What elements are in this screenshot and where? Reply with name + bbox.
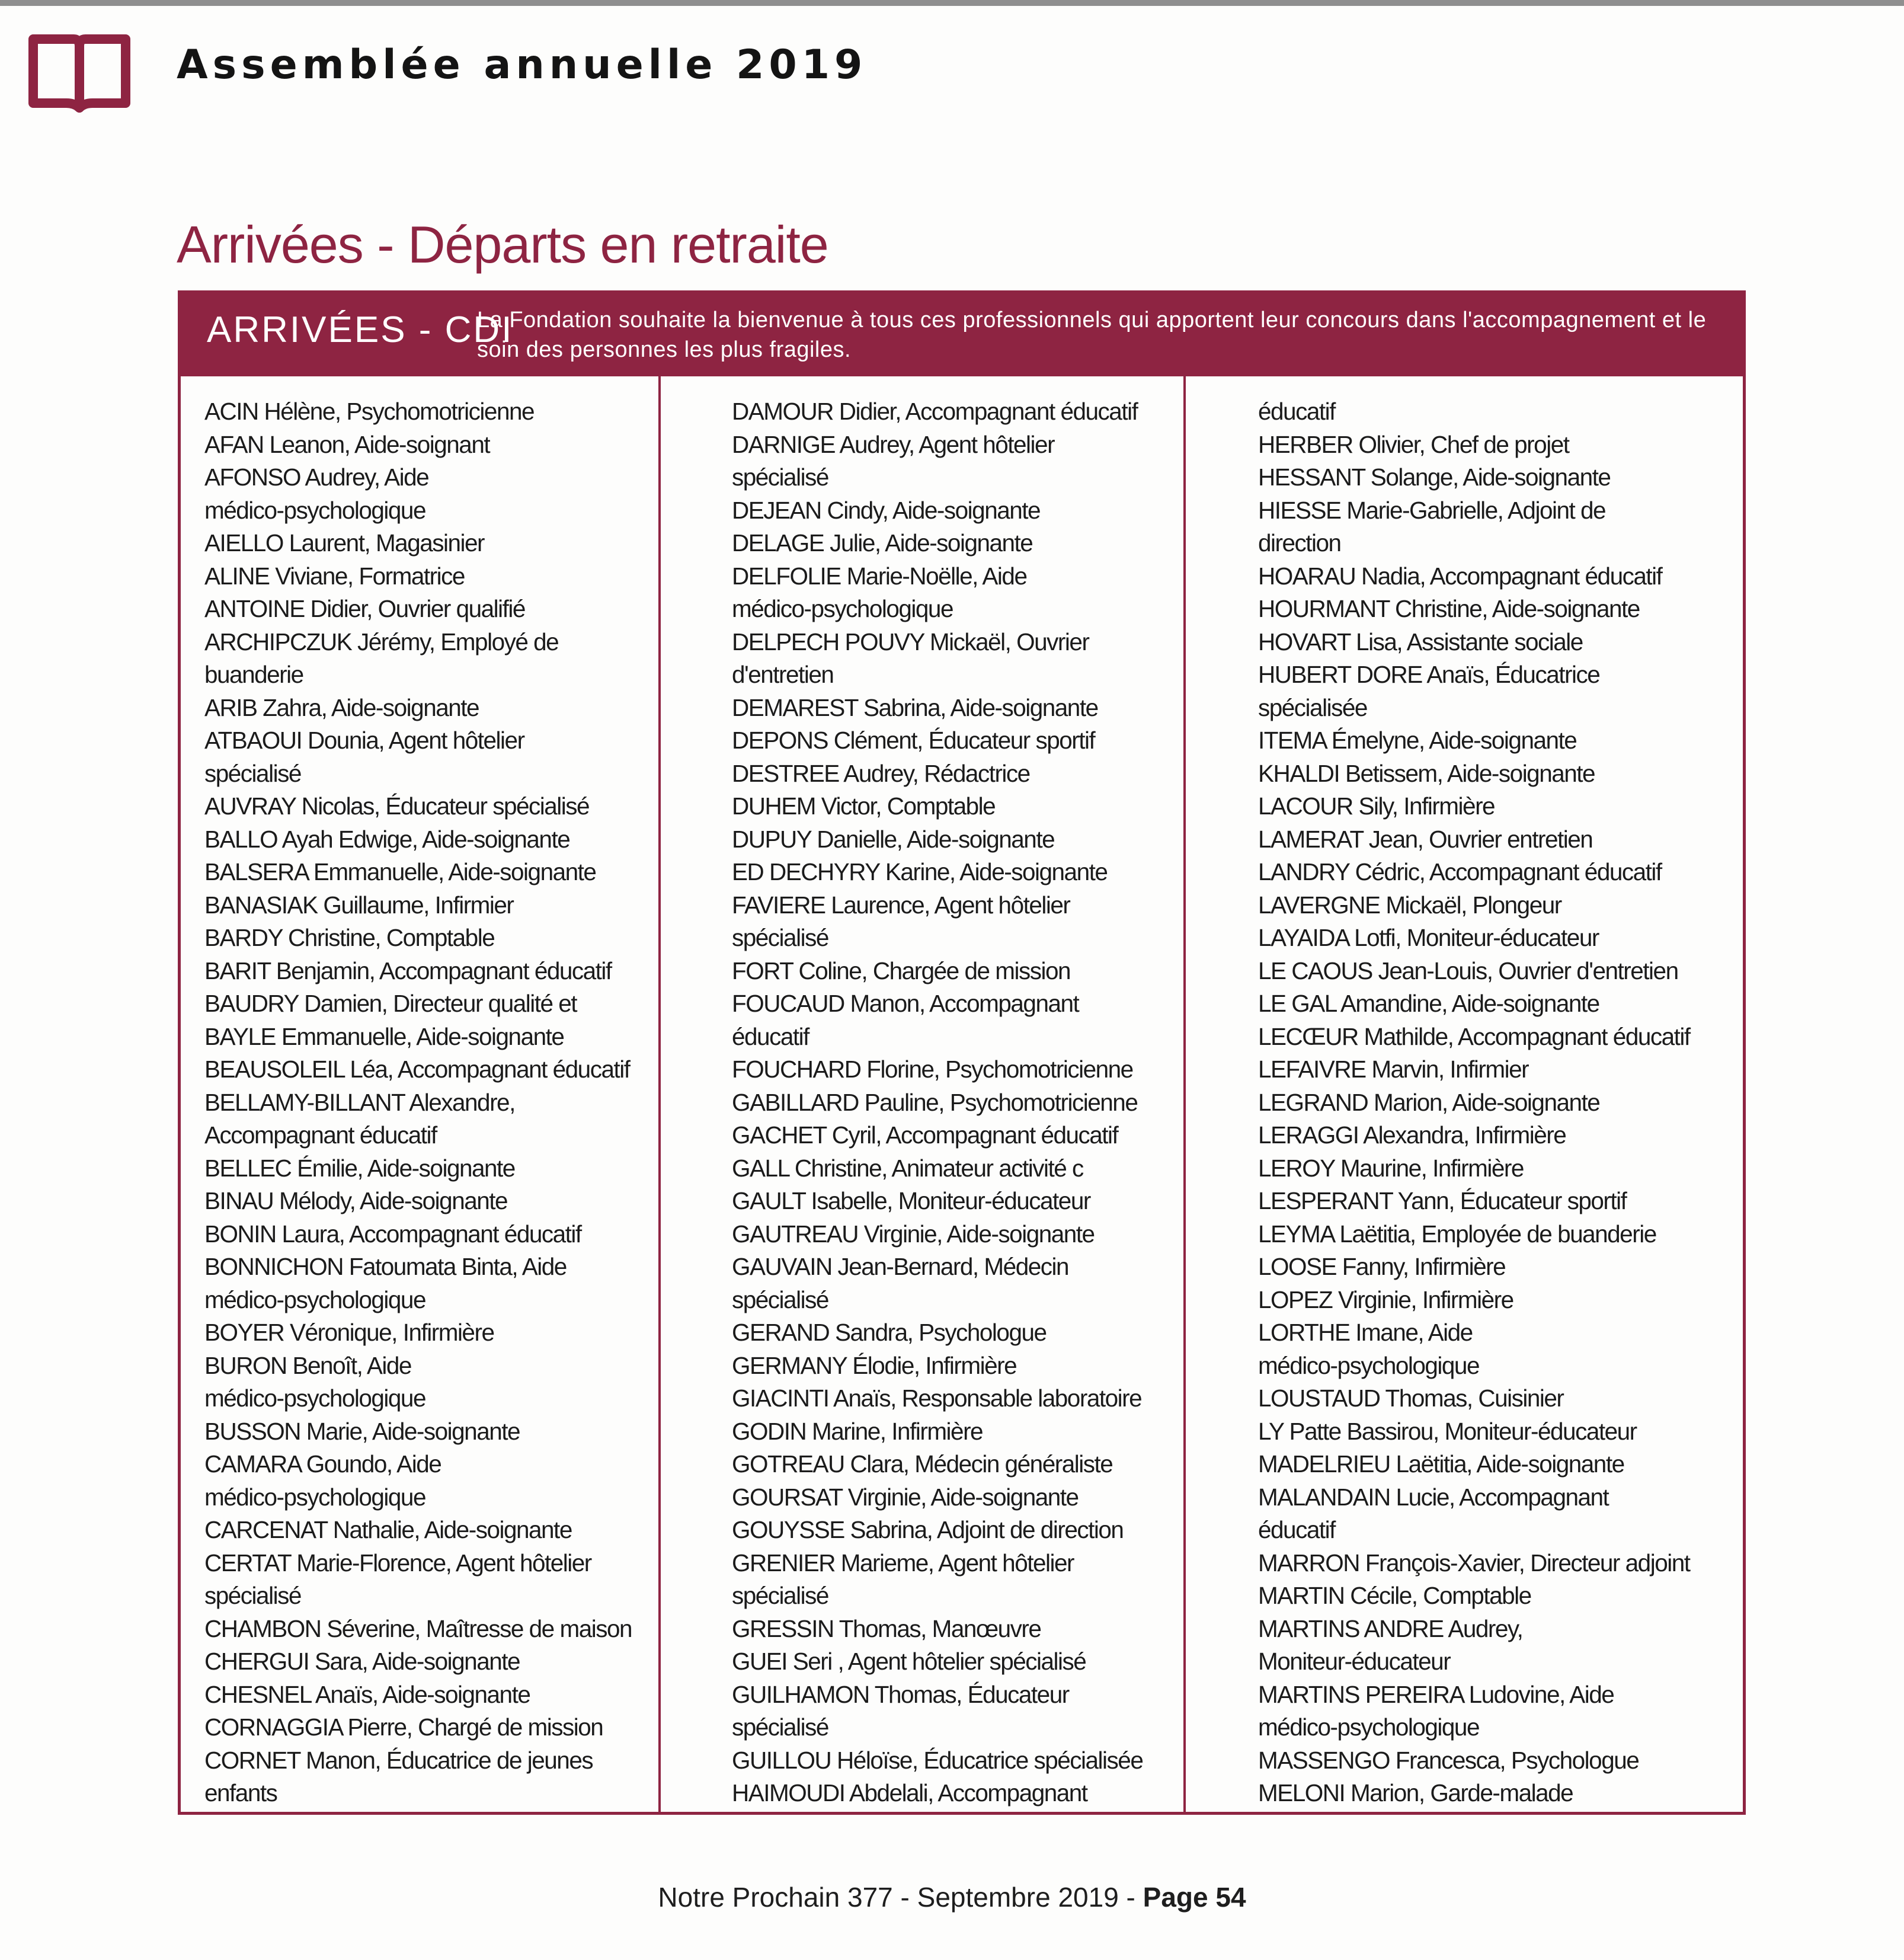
list-item: DELFOLIE Marie-Noëlle, Aide	[732, 562, 1027, 590]
section-title: Arrivées - Départs en retraite	[177, 215, 828, 274]
list-item: spécialisé	[204, 1582, 301, 1609]
list-item: BOYER Véronique, Infirmière	[204, 1319, 494, 1346]
list-item: éducatif	[732, 1022, 809, 1050]
list-item: MARTINS ANDRE Audrey,	[1258, 1614, 1523, 1642]
list-item: GERMANY Élodie, Infirmière	[732, 1351, 1017, 1379]
list-item: spécialisé	[732, 1582, 828, 1609]
list-item: GOTREAU Clara, Médecin généraliste	[732, 1450, 1113, 1478]
list-item: DARNIGE Audrey, Agent hôtelier	[732, 430, 1055, 458]
list-item: BALLO Ayah Edwige, Aide-soignante	[204, 825, 570, 853]
list-item: médico-psychologique	[204, 1483, 425, 1511]
names-list-1	[204, 395, 658, 1810]
list-item: GOUYSSE Sabrina, Adjoint de direction	[732, 1516, 1124, 1543]
list-item: LAMERAT Jean, Ouvrier entretien	[1258, 825, 1593, 853]
names-column-3	[1186, 376, 1743, 1812]
list-item: HESSANT Solange, Aide-soignante	[1258, 463, 1611, 491]
list-item: éducatif	[1258, 398, 1335, 425]
list-item: BARIT Benjamin, Accompagnant éducatif	[204, 957, 612, 984]
list-item: BELLEC Émilie, Aide-soignante	[204, 1154, 515, 1182]
list-item: DEMAREST Sabrina, Aide-soignante	[732, 693, 1098, 721]
list-item: HOVART Lisa, Assistante sociale	[1258, 628, 1583, 656]
list-item: FOUCHARD Florine, Psychomotricienne	[732, 1056, 1133, 1083]
list-item: MADELRIEU Laëtitia, Aide-soignante	[1258, 1450, 1624, 1478]
list-item: DESTREE Audrey, Rédactrice	[732, 759, 1030, 787]
list-item: GUILLOU Héloïse, Éducatrice spécialisée	[732, 1746, 1143, 1774]
list-item: GAULT Isabelle, Moniteur-éducateur	[732, 1187, 1090, 1214]
list-item: BUSSON Marie, Aide-soignante	[204, 1417, 520, 1445]
list-item: buanderie	[204, 661, 303, 688]
list-item: BAYLE Emmanuelle, Aide-soignante	[204, 1022, 564, 1050]
names-column-1	[181, 376, 661, 1812]
list-item: BELLAMY-BILLANT Alexandre,	[204, 1088, 515, 1116]
list-item: BEAUSOLEIL Léa, Accompagnant éducatif	[204, 1056, 630, 1083]
banner-label: ARRIVÉES - CDI	[207, 309, 514, 350]
list-item: KHALDI Betissem, Aide-soignante	[1258, 759, 1595, 787]
banner-text: La Fondation souhaite la bienvenue à tous ces professionnels qui apportent leur concours dans l'accompagnement et le soin des personnes les plus fragiles.	[477, 308, 1707, 362]
list-item: MALANDAIN Lucie, Accompagnant	[1258, 1483, 1609, 1511]
list-item: LECŒUR Mathilde, Accompagnant éducatif	[1258, 1022, 1690, 1050]
list-item: HIESSE Marie-Gabrielle, Adjoint de	[1258, 496, 1606, 524]
list-item: enfants	[204, 1779, 277, 1806]
list-item: spécialisé	[732, 1286, 828, 1313]
list-item: GODIN Marine, Infirmière	[732, 1417, 983, 1445]
list-item: Accompagnant éducatif	[204, 1121, 437, 1149]
list-item: LESPERANT Yann, Éducateur sportif	[1258, 1187, 1627, 1214]
banner	[181, 293, 1743, 376]
list-item: LAVERGNE Mickaël, Plongeur	[1258, 891, 1561, 919]
list-item: ARIB Zahra, Aide-soignante	[204, 693, 479, 721]
list-item: ATBAOUI Dounia, Agent hôtelier	[204, 727, 524, 754]
list-item: ACIN Hélène, Psychomotricienne	[204, 398, 535, 425]
list-item: FORT Coline, Chargée de mission	[732, 957, 1071, 984]
list-item: DUHEM Victor, Comptable	[732, 792, 996, 820]
names-list-3	[1258, 395, 1743, 1810]
list-item: HERBER Olivier, Chef de projet	[1258, 430, 1569, 458]
list-item: BAUDRY Damien, Directeur qualité et	[204, 990, 577, 1017]
list-item: CHAMBON Séverine, Maîtresse de maison	[204, 1614, 632, 1642]
list-item: éducatif	[1258, 1516, 1335, 1543]
list-item: médico-psychologique	[732, 595, 953, 622]
list-item: LOPEZ Virginie, Infirmière	[1258, 1286, 1513, 1313]
list-item: GRENIER Marieme, Agent hôtelier	[732, 1549, 1074, 1577]
page-number: Page 54	[1143, 1882, 1246, 1913]
list-item: LEYMA Laëtitia, Employée de buanderie	[1258, 1220, 1656, 1248]
list-item: LEGRAND Marion, Aide-soignante	[1258, 1088, 1600, 1116]
list-item: d'entretien	[732, 661, 834, 688]
list-item: HAIMOUDI Abdelali, Accompagnant	[732, 1779, 1087, 1806]
list-item: médico-psychologique	[204, 496, 425, 524]
list-item: LOUSTAUD Thomas, Cuisinier	[1258, 1385, 1564, 1412]
list-item: MARRON François-Xavier, Directeur adjoint	[1258, 1549, 1690, 1577]
list-item: HUBERT DORE Anaïs, Éducatrice	[1258, 661, 1600, 688]
list-item: FOUCAUD Manon, Accompagnant	[732, 990, 1079, 1017]
list-item: LY Patte Bassirou, Moniteur-éducateur	[1258, 1417, 1637, 1445]
list-item: DAMOUR Didier, Accompagnant éducatif	[732, 398, 1138, 425]
arrivals-box	[178, 290, 1746, 1815]
list-item: LE CAOUS Jean-Louis, Ouvrier d'entretien	[1258, 957, 1678, 984]
list-item: ED DECHYRY Karine, Aide-soignante	[732, 858, 1108, 885]
list-item: spécialisée	[1258, 693, 1367, 721]
list-item: CORNET Manon, Éducatrice de jeunes	[204, 1746, 593, 1774]
list-item: ANTOINE Didier, Ouvrier qualifié	[204, 595, 525, 622]
list-item: DEPONS Clément, Éducateur sportif	[732, 727, 1095, 754]
list-item: GRESSIN Thomas, Manœuvre	[732, 1614, 1041, 1642]
list-item: GACHET Cyril, Accompagnant éducatif	[732, 1121, 1118, 1149]
list-item: BONNICHON Fatoumata Binta, Aide	[204, 1253, 567, 1280]
list-item: FAVIERE Laurence, Agent hôtelier	[732, 891, 1070, 919]
top-rule	[0, 0, 1904, 6]
list-item: LEROY Maurine, Infirmière	[1258, 1154, 1524, 1182]
list-item: CHESNEL Anaïs, Aide-soignante	[204, 1680, 530, 1708]
list-item: CARCENAT Nathalie, Aide-soignante	[204, 1516, 572, 1543]
open-book-icon	[27, 33, 132, 114]
list-item: CAMARA Goundo, Aide	[204, 1450, 441, 1478]
list-item: médico-psychologique	[1258, 1351, 1479, 1379]
list-item: DUPUY Danielle, Aide-soignante	[732, 825, 1055, 853]
list-item: DELAGE Julie, Aide-soignante	[732, 529, 1033, 557]
list-item: médico-psychologique	[204, 1286, 425, 1313]
list-item: spécialisé	[732, 1713, 828, 1741]
list-item: LACOUR Sily, Infirmière	[1258, 792, 1495, 820]
list-item: LE GAL Amandine, Aide-soignante	[1258, 990, 1599, 1017]
list-item: AUVRAY Nicolas, Éducateur spécialisé	[204, 792, 590, 820]
list-item: MARTINS PEREIRA Ludovine, Aide	[1258, 1680, 1614, 1708]
list-item: médico-psychologique	[204, 1385, 425, 1412]
list-item: GALL Christine, Animateur activité c	[732, 1154, 1083, 1182]
list-item: LORTHE Imane, Aide	[1258, 1319, 1473, 1346]
list-item: GERAND Sandra, Psychologue	[732, 1319, 1047, 1346]
list-item: GAUTREAU Virginie, Aide-soignante	[732, 1220, 1095, 1248]
list-item: LERAGGI Alexandra, Infirmière	[1258, 1121, 1566, 1149]
list-item: Moniteur-éducateur	[1258, 1648, 1451, 1675]
list-item: AFAN Leanon, Aide-soignant	[204, 430, 490, 458]
list-item: LAYAIDA Lotfi, Moniteur-éducateur	[1258, 924, 1599, 951]
list-item: spécialisé	[204, 759, 301, 787]
list-item: GABILLARD Pauline, Psychomotricienne	[732, 1088, 1138, 1116]
list-item: AIELLO Laurent, Magasinier	[204, 529, 485, 557]
list-item: BARDY Christine, Comptable	[204, 924, 495, 951]
footer-text: Notre Prochain 377 - Septembre 2019 -	[658, 1882, 1143, 1913]
list-item: BINAU Mélody, Aide-soignante	[204, 1187, 508, 1214]
list-item: DEJEAN Cindy, Aide-soignante	[732, 496, 1041, 524]
list-item: BALSERA Emmanuelle, Aide-soignante	[204, 858, 596, 885]
list-item: ALINE Viviane, Formatrice	[204, 562, 465, 590]
list-item: MARTIN Cécile, Comptable	[1258, 1582, 1531, 1609]
list-item: GUILHAMON Thomas, Éducateur	[732, 1680, 1069, 1708]
list-item: GOURSAT Virginie, Aide-soignante	[732, 1483, 1079, 1511]
list-item: LOOSE Fanny, Infirmière	[1258, 1253, 1506, 1280]
list-item: HOARAU Nadia, Accompagnant éducatif	[1258, 562, 1662, 590]
list-item: HOURMANT Christine, Aide-soignante	[1258, 595, 1640, 622]
list-item: spécialisé	[732, 463, 828, 491]
names-list-2	[732, 395, 1183, 1810]
list-item: BURON Benoît, Aide	[204, 1351, 411, 1379]
list-item: DELPECH POUVY Mickaël, Ouvrier	[732, 628, 1089, 656]
list-item: spécialisé	[732, 924, 828, 951]
list-item: direction	[1258, 529, 1341, 557]
list-item: BANASIAK Guillaume, Infirmier	[204, 891, 514, 919]
list-item: LEFAIVRE Marvin, Infirmier	[1258, 1056, 1529, 1083]
header-title: Assemblée annuelle 2019	[177, 41, 868, 88]
list-item: AFONSO Audrey, Aide	[204, 463, 429, 491]
list-item: GIACINTI Anaïs, Responsable laboratoire	[732, 1385, 1142, 1412]
names-column-2	[661, 376, 1186, 1812]
list-item: BONIN Laura, Accompagnant éducatif	[204, 1220, 581, 1248]
list-item: CORNAGGIA Pierre, Chargé de mission	[204, 1713, 603, 1741]
list-item: CHERGUI Sara, Aide-soignante	[204, 1648, 520, 1675]
page-footer	[0, 1881, 1904, 1913]
list-item: GUEI Seri , Agent hôtelier spécialisé	[732, 1648, 1086, 1675]
list-item: CERTAT Marie-Florence, Agent hôtelier	[204, 1549, 591, 1577]
list-item: ITEMA Émelyne, Aide-soignante	[1258, 727, 1577, 754]
list-item: LANDRY Cédric, Accompagnant éducatif	[1258, 858, 1662, 885]
list-item: médico-psychologique	[1258, 1713, 1479, 1741]
list-item: MASSENGO Francesca, Psychologue	[1258, 1746, 1639, 1774]
list-item: GAUVAIN Jean-Bernard, Médecin	[732, 1253, 1069, 1280]
list-item: ARCHIPCZUK Jérémy, Employé de	[204, 628, 559, 656]
list-item: MELONI Marion, Garde-malade	[1258, 1779, 1573, 1806]
